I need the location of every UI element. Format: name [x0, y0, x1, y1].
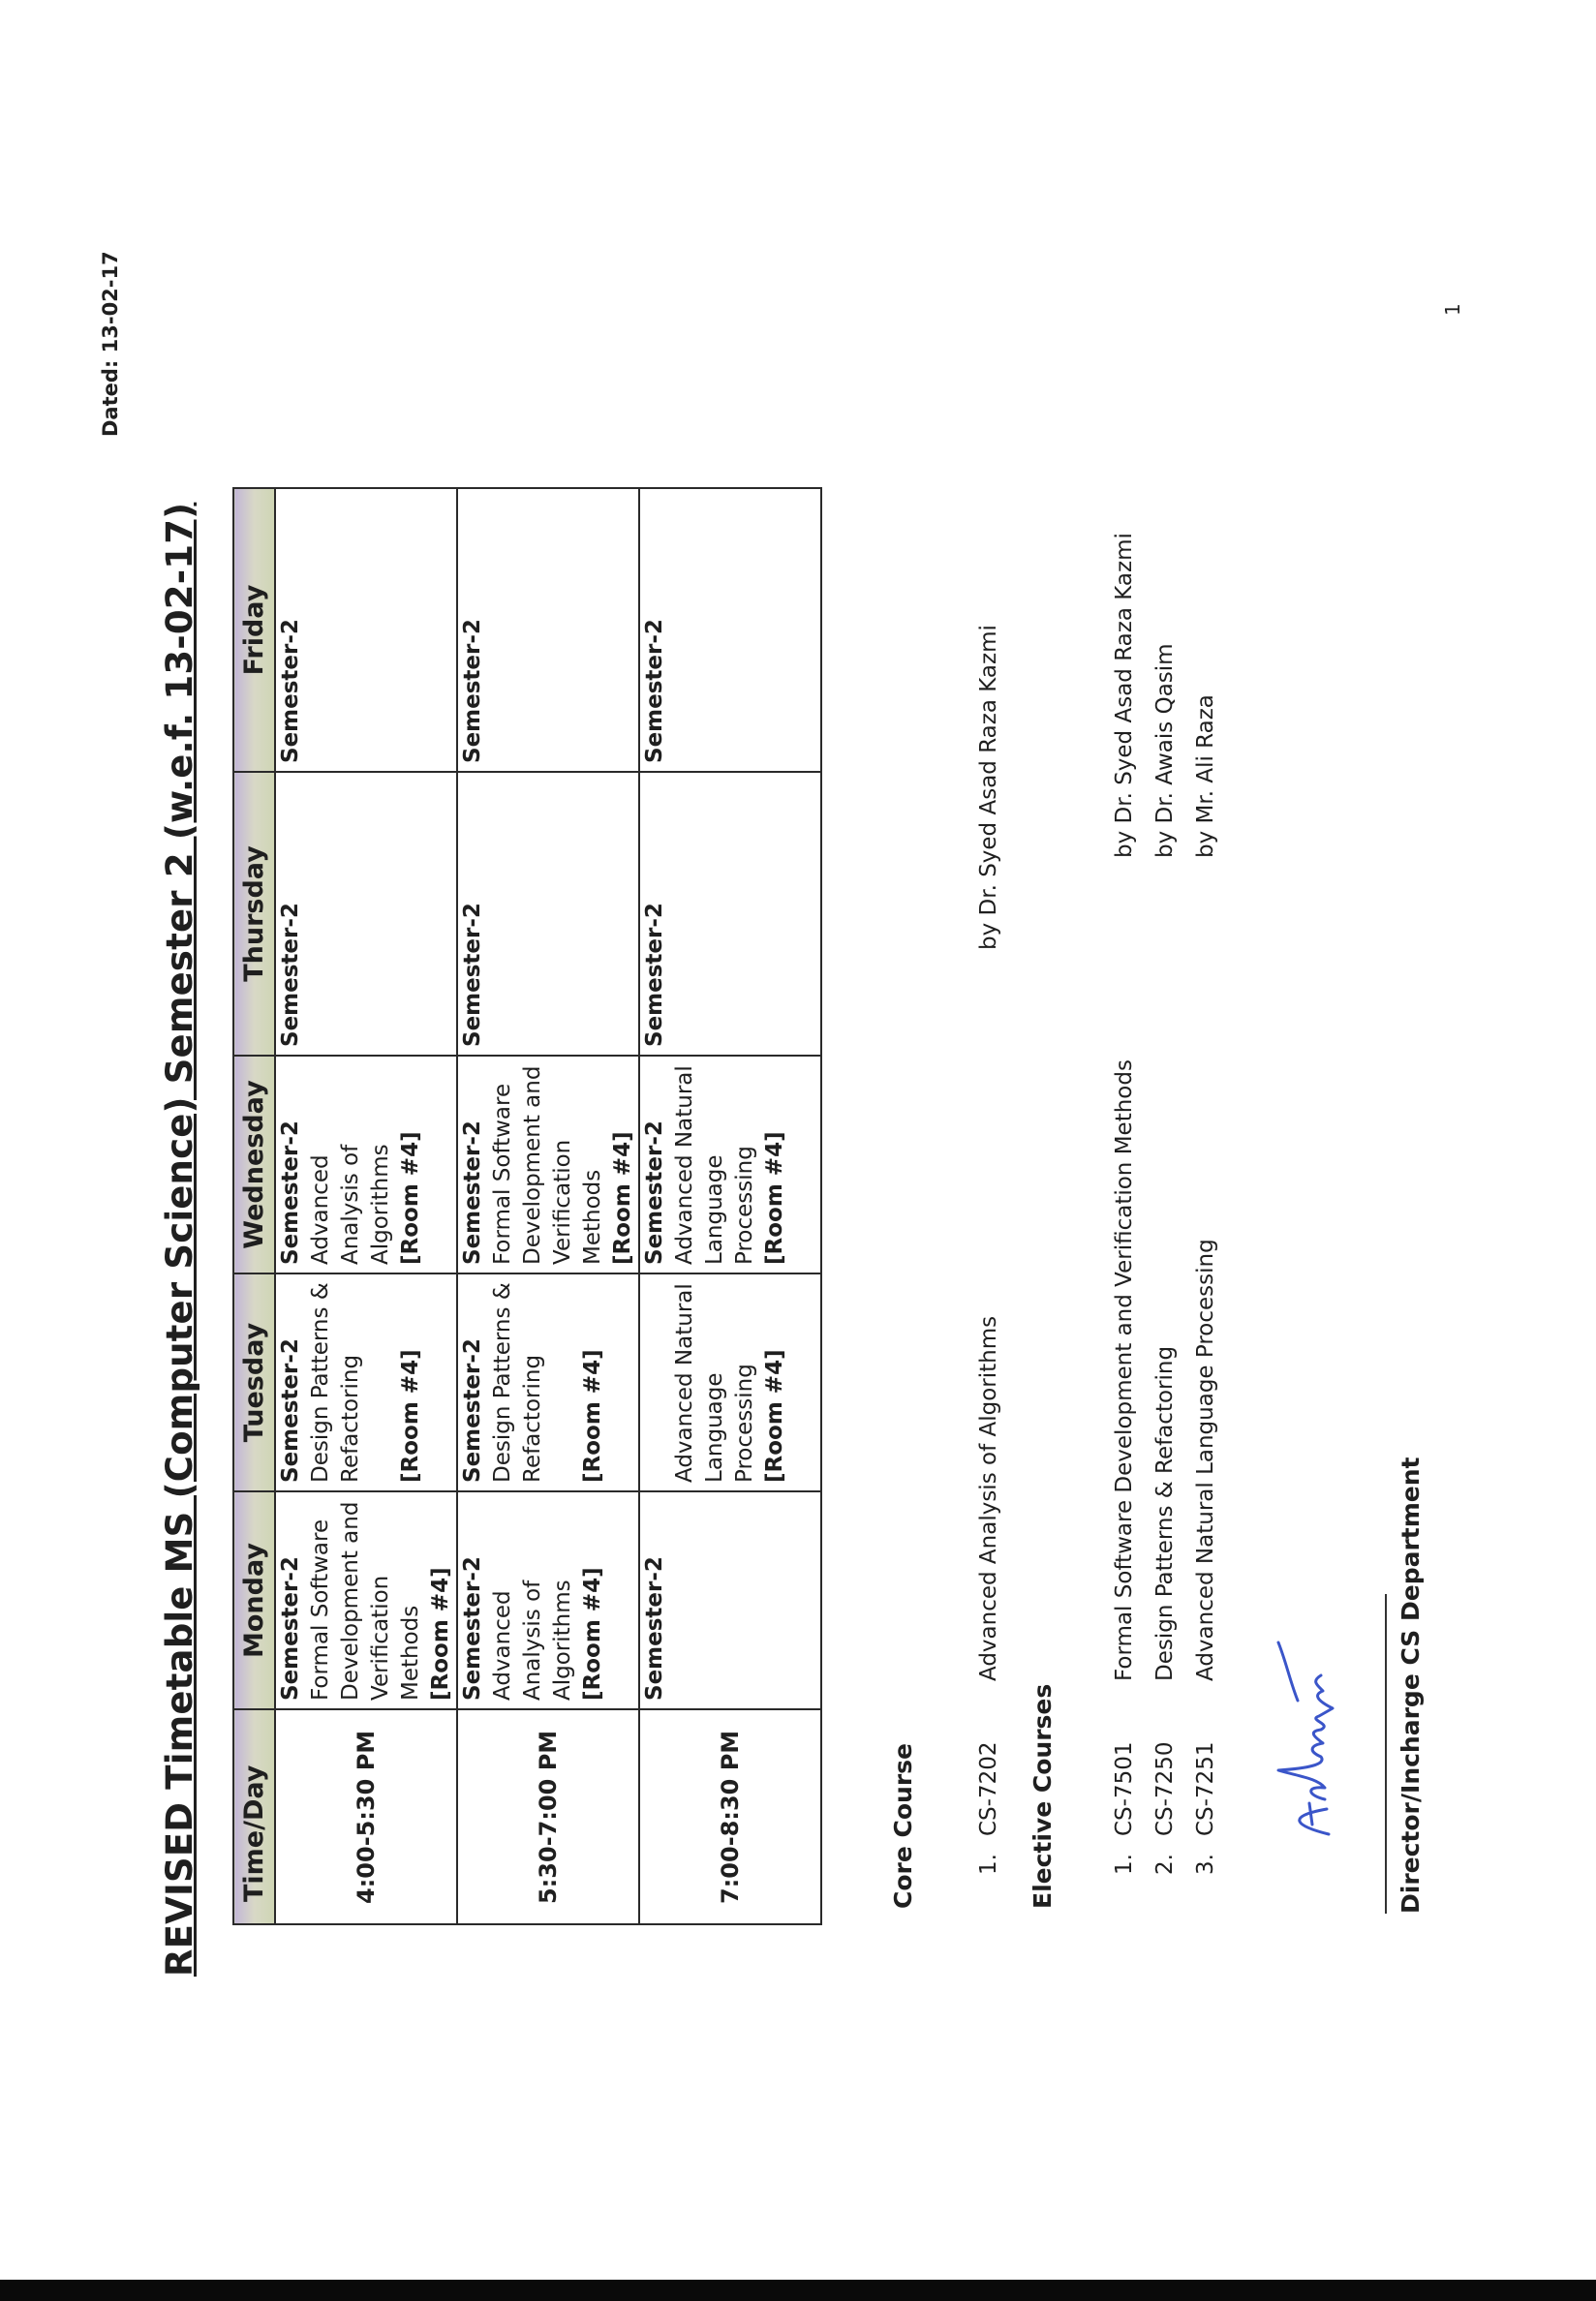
room-label: [Room #4] [398, 1349, 423, 1483]
page-title: REVISED Timetable MS (Computer Science) Semester 2 (w.e.f. 13-02-17) [159, 502, 200, 1977]
course-code: CS-7202 [976, 1741, 1001, 1836]
semester-label: Semester-2 [278, 1556, 303, 1701]
item-number: 2. [1152, 1854, 1178, 1875]
signature [1240, 1623, 1356, 1846]
col-header-friday: Friday [233, 488, 275, 772]
course-title: Advanced Analysis of Algorithms [976, 1315, 1001, 1681]
schedule-cell [275, 1491, 457, 1709]
list-item [1152, 643, 1178, 1875]
signature-line [1385, 1594, 1387, 1914]
course-name: Design Patterns & Refactoring [490, 1282, 545, 1483]
director-title: Director/Incharge CS Department [1396, 1457, 1425, 1914]
time-slot: 5:30-7:00 PM [457, 1709, 639, 1924]
semester-label: Semester-2 [460, 619, 485, 763]
core-course-heading: Core Course [889, 1743, 917, 1909]
scan-border [0, 2280, 1596, 2301]
schedule-cell [275, 488, 457, 772]
list-item [1193, 694, 1218, 1875]
schedule-cell [639, 1491, 821, 1709]
room-label: [Room #4] [580, 1567, 605, 1701]
semester-label: Semester-2 [460, 1338, 485, 1483]
room-label: [Room #4] [762, 1349, 787, 1483]
item-number: 1. [976, 1854, 1001, 1875]
course-title: Advanced Natural Language Processing [1193, 1239, 1218, 1681]
col-header-wednesday: Wednesday [233, 1056, 275, 1273]
col-header-monday: Monday [233, 1491, 275, 1709]
semester-label: Semester-2 [642, 1556, 667, 1701]
room-label: [Room #4] [762, 1131, 787, 1265]
schedule-cell [639, 772, 821, 1056]
semester-label: Semester-2 [460, 1556, 485, 1701]
schedule-cell [639, 488, 821, 772]
course-name: Advanced Analysis of Algorithms [490, 1580, 575, 1701]
item-number: 1. [1112, 1854, 1137, 1875]
semester-label: Semester-2 [642, 903, 667, 1047]
semester-label: Semester-2 [278, 903, 303, 1047]
course-name: Design Patterns & Refactoring [308, 1282, 363, 1483]
col-header-tuesday: Tuesday [233, 1273, 275, 1491]
schedule-cell [275, 1056, 457, 1273]
semester-label: Semester-2 [460, 1120, 485, 1265]
semester-label: Semester-2 [460, 903, 485, 1047]
col-header-thursday: Thursday [233, 772, 275, 1056]
page-number: 1 [1441, 303, 1464, 316]
timetable-table [232, 487, 822, 1925]
schedule-cell [457, 1491, 639, 1709]
course-code: CS-7250 [1152, 1741, 1178, 1836]
course-name: Advanced Natural Language Processing [672, 1283, 757, 1483]
course-name: Formal Software Development and Verification Methods [308, 1501, 423, 1701]
list-item [976, 625, 1001, 1875]
semester-label: Semester-2 [278, 1120, 303, 1265]
time-slot: 7:00-8:30 PM [639, 1709, 821, 1924]
schedule-cell [275, 772, 457, 1056]
course-title: Design Patterns & Refactoring [1152, 1345, 1178, 1681]
semester-label: Semester-2 [278, 1338, 303, 1483]
list-item [1112, 533, 1137, 1875]
course-name: Advanced Analysis of Algorithms [308, 1144, 393, 1265]
schedule-cell [457, 1273, 639, 1491]
time-slot: 4:00-5:30 PM [275, 1709, 457, 1924]
semester-label: Semester-2 [642, 619, 667, 763]
course-instructor: by Dr. Syed Asad Raza Kazmi [1112, 533, 1137, 858]
schedule-cell [639, 1273, 821, 1491]
course-instructor: by Mr. Ali Raza [1193, 694, 1218, 858]
room-label: [Room #4] [610, 1131, 635, 1265]
schedule-cell [275, 1273, 457, 1491]
schedule-cell [457, 772, 639, 1056]
course-code: CS-7251 [1193, 1741, 1218, 1836]
course-instructor: by Dr. Syed Asad Raza Kazmi [976, 625, 1001, 950]
schedule-cell [639, 1056, 821, 1273]
course-title: Formal Software Development and Verification Methods [1112, 1059, 1137, 1681]
room-label: [Room #4] [580, 1349, 605, 1483]
semester-label: Semester-2 [278, 619, 303, 763]
course-code: CS-7501 [1112, 1741, 1137, 1836]
table-row [639, 488, 821, 1924]
course-name: Advanced Natural Language Processing [672, 1065, 757, 1265]
table-row [457, 488, 639, 1924]
item-number: 3. [1193, 1854, 1218, 1875]
elective-courses-heading: Elective Courses [1028, 1683, 1057, 1909]
schedule-cell [457, 1056, 639, 1273]
semester-label: Semester-2 [642, 1120, 667, 1265]
course-instructor: by Dr. Awais Qasim [1152, 643, 1178, 858]
course-name: Formal Software Development and Verification Methods [490, 1065, 605, 1265]
room-label: [Room #4] [428, 1567, 453, 1701]
room-label: [Room #4] [398, 1131, 423, 1265]
schedule-cell [457, 488, 639, 772]
col-header-timeday: Time/Day [233, 1709, 275, 1924]
table-header-row [233, 488, 275, 1924]
dated-label: Dated: 13-02-17 [99, 251, 122, 437]
table-row [275, 488, 457, 1924]
